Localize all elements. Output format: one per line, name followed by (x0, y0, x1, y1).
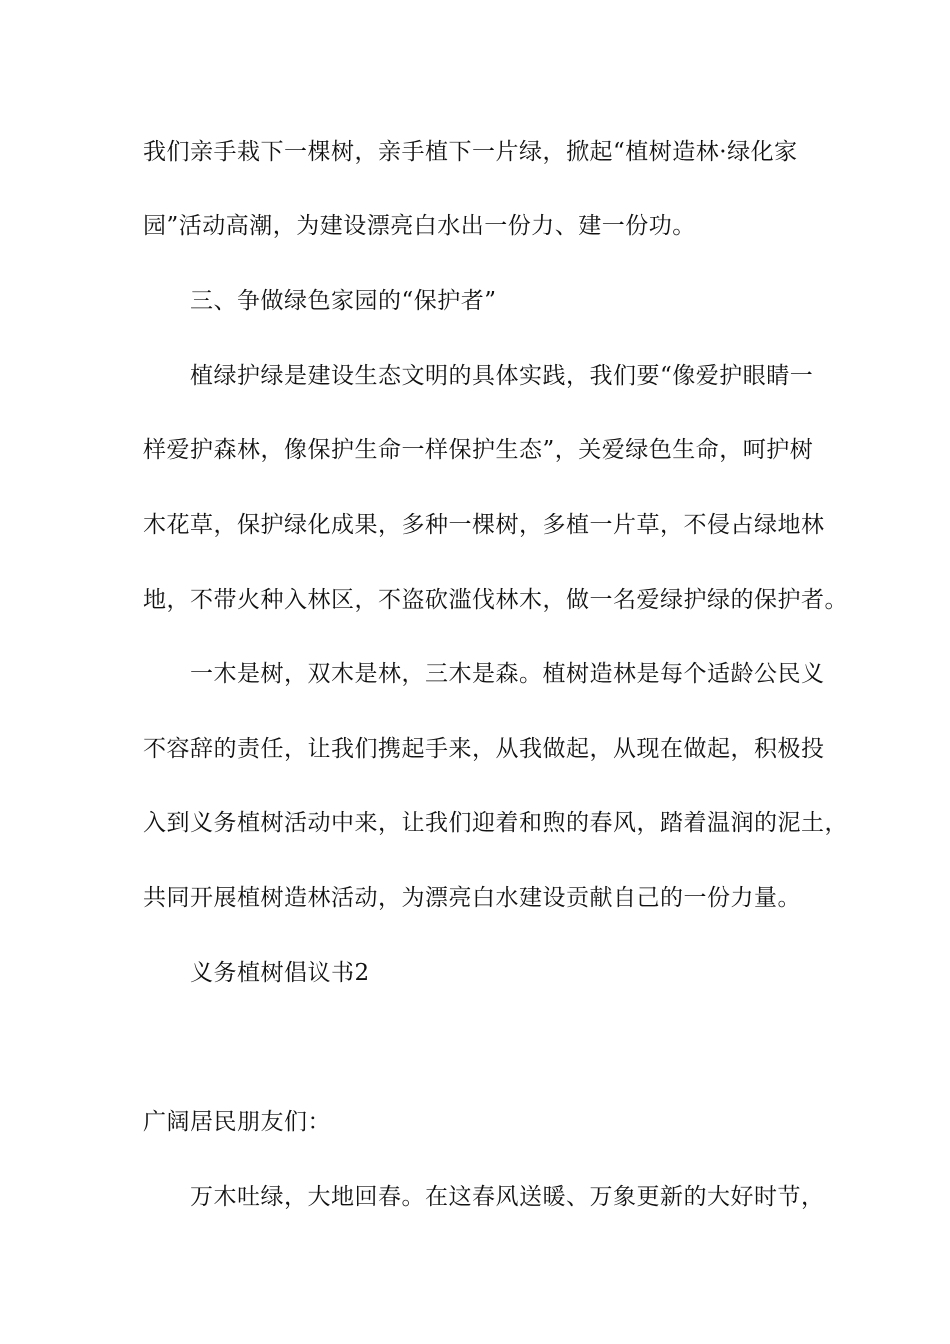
paragraph-line: 地，不带火种入林区，不盗砍滥伐林木，做一名爱绿护绿的保护者。 (143, 587, 848, 613)
paragraph-line: 木花草，保护绿化成果，多种一棵树，多植一片草，不侵占绿地林 (143, 512, 825, 538)
paragraph-line: 万木吐绿，大地回春。在这春风送暖、万象更新的大好时节， (190, 1184, 825, 1210)
paragraph-line: 入到义务植树活动中来，让我们迎着和煦的春风，踏着温润的泥土， (143, 810, 848, 836)
section-heading: 三、争做绿色家园的“保护者” (190, 288, 497, 314)
paragraph-line: 我们亲手栽下一棵树，亲手植下一片绿，掀起“植树造林·绿化家 (143, 139, 798, 165)
paragraph-line: 一木是树，双木是林，三木是森。植树造林是每个适龄公民义 (190, 661, 825, 687)
paragraph-line: 不容辞的责任，让我们携起手来，从我做起，从现在做起，积极投 (143, 736, 825, 762)
paragraph-line: 样爱护森林，像保护生命一样保护生态”，关爱绿色生命，呵护树 (143, 437, 814, 463)
paragraph-line: 植绿护绿是建设生态文明的具体实践，我们要“像爱护眼睛一 (190, 363, 814, 389)
document-subtitle: 义务植树倡议书2 (190, 960, 370, 986)
paragraph-line: 共同开展植树造林活动，为漂亮白水建设贡献自己的一份力量。 (143, 885, 801, 911)
paragraph-line: 园”活动高潮，为建设漂亮白水出一份力、建一份功。 (143, 213, 696, 239)
salutation: 广阔居民朋友们： (143, 1109, 331, 1135)
